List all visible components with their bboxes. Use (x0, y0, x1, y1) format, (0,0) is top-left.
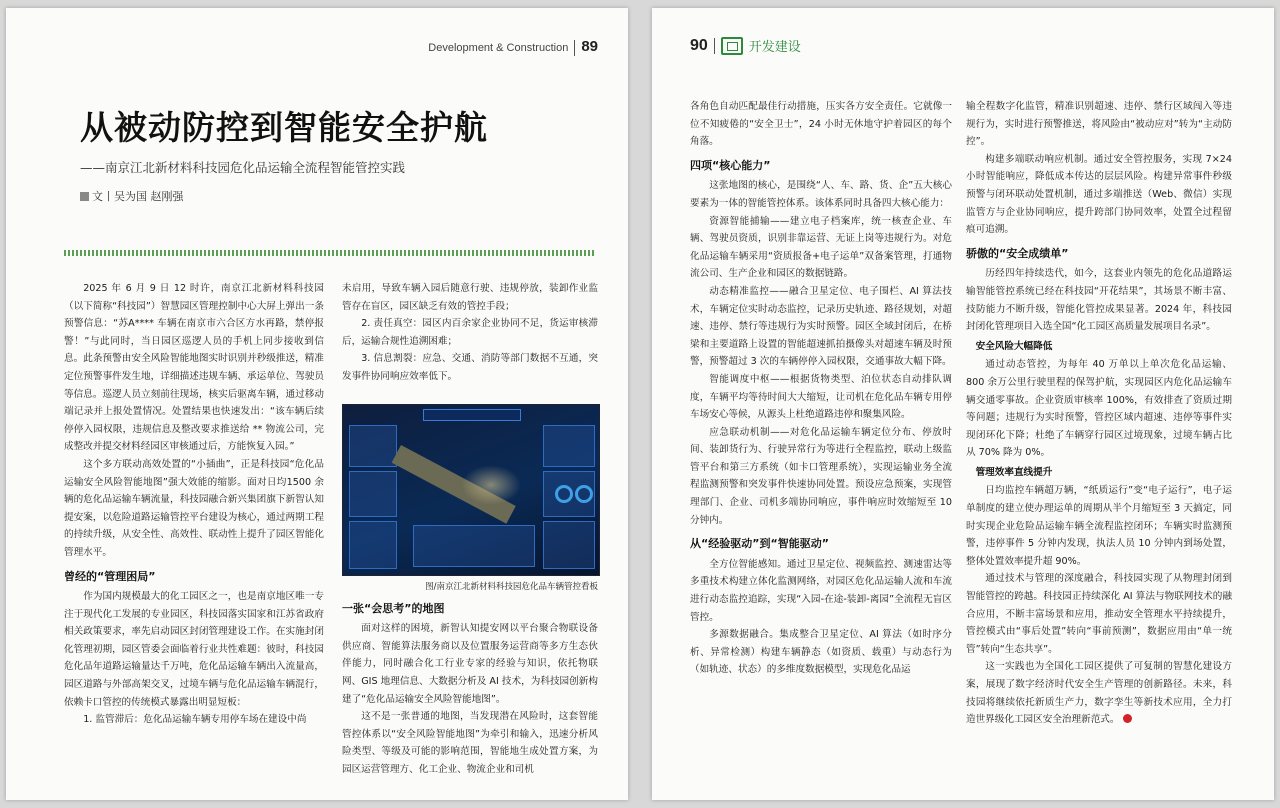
section-heading: 从“经验驱动”到“智能驱动” (690, 537, 829, 551)
paragraph: 这个多方联动高效处置的“小插曲”，正是科技园“危化品运输安全风险智能地图”强大效能的缩影。面对日均1500 余辆的危化品运输车辆流量，科技园融合新兴集团旗下新智认知提安案，以危险道路运输管控平台建设为核心，通过两期工程的持续升级，从安全性、高效性、联动性上提升了园区智能化管理水平。 (64, 458, 324, 558)
square-bullet-icon (80, 192, 89, 201)
paragraph: 构建多端联动响应机制。通过安全管控服务，实现 7×24 小时智能响应，降低成本传达的层层风险。构建异常事件秒级预警与闭环联动处置机制，通过多端推送（Web、微信）实现监管方与企业协同响应，提升跨部门协同效率，处置全过程留痕可追溯。 (966, 153, 1232, 236)
paragraph: 3. 信息割裂：应急、交通、消防等部门数据不互通，突发事件协同响应效率低下。 (342, 353, 598, 382)
figure-panel (413, 525, 535, 567)
paragraph: 这不是一张普通的地图，当发现潜在风险时，这套智能管控体系以“安全风险智能地图”为牵引和输入，迅速分析风险类型、等级及可能的影响范围，智能地生成处置方案，为园区运营管理方、化工企业、物流企业和司机 (342, 711, 598, 775)
running-head-text: Development & Construction (428, 42, 569, 54)
paragraph: 作为国内规模最大的化工园区之一，也是南京地区唯一专注于现代化工发展的专业园区，科技园落实国家和江苏省政府相关政策要求，率先启动园区封闭管理建设工作。在实施封闭化管理初期，园区管委会面临着行业共性难题：彼时，科技园危化品年道路运输量达千万吨，危化品运输车辆出入流量高，园区道路与外部高架交叉，过境车辆与危化品运输车辆混行，依赖卡口管控的传统模式暴露出明显短板： (64, 591, 324, 708)
section-heading: 曾经的“管理困局” (64, 569, 156, 583)
paragraph: 面对这样的困境，新智认知提安网以平台聚合物联设备供应商、智能算法服务商以及位置服务运营商等多方生态伙伴能力，同时融合化工行业专家的经验与知识，依托物联网、GIS 地理信息、大数据分析及 AI 技术，为科技园创新构建了“危化品运输安全风险智能地图”。 (342, 623, 598, 705)
figure-header-bar (423, 409, 521, 421)
end-mark-icon (1123, 714, 1132, 723)
gauge-icon (555, 485, 573, 503)
figure-panel (543, 425, 595, 467)
paragraph: 日均监控车辆超万辆，“纸质运行”变“电子运行”，电子运单制度的建立使办理运单的周期从半个月缩短至 3 天搞定，同时实现企业危险品运输车辆全流程监控闭环；车辆实时监测预警，违停事件 5 分钟内发现，执法人员 10 分钟内到场处置，整体处置效率提升超 90%。 (966, 485, 1232, 567)
running-head-right (690, 36, 801, 55)
paragraph: 输全程数字化监管，精准识别超速、违停、禁行区域闯入等违规行为，实时进行预警推送，将风险由“被动应对”转为“主动防控”。 (966, 101, 1232, 148)
right-page (652, 8, 1274, 800)
paragraph: 各角色自动匹配最佳行动措施，压实各方安全责任。它就像一位不知疲倦的“安全卫士”，24 小时无休地守护着园区的每个角落。 (690, 101, 952, 148)
figure-panel (349, 521, 397, 569)
divider (574, 40, 575, 56)
article-subtitle: ——南京江北新材料科技园危化品运输全流程智能管控实践 (80, 160, 406, 175)
page-number-left: 89 (581, 38, 598, 55)
right-column-1 (690, 98, 952, 679)
dashboard-figure (342, 404, 600, 576)
sub-heading: 安全风险大幅降低 (975, 340, 1053, 352)
paragraph: 全方位智能感知。通过卫星定位、视频监控、测速雷达等多重技术构建立体化监测网络，对园区危化品运输人流和车流进行动态监控追踪，实现“入园-在途-装卸-离园”全流程无盲区管控。 (690, 558, 952, 623)
dotted-divider (64, 250, 596, 256)
left-page (6, 8, 628, 800)
paragraph: 多源数据融合。集成整合卫星定位、AI 算法（如时序分析、异常检测）构建车辆静态（如资质、载重）与动态行为（如轨迹、状态）的多维度数据模型，实现危化品运 (690, 629, 952, 676)
paragraph: 1. 监管滞后：危化品运输车辆专用停车场在建设中尚 (83, 714, 307, 726)
figure-panel (349, 425, 397, 467)
paragraph-text: 这一实践也为全国化工园区提供了可复制的智慧化建设方案，展现了数字经济时代安全生产管理的创新路径。未来，科技园将继续依托新质生产力，数字孪生等新技术应用，全力打造世界级化工园区安全治理新范式。 (966, 661, 1232, 726)
paragraph: 未启用，导致车辆入园后随意行驶、违规停放，装卸作业监管存在盲区，园区缺乏有效的管控手段； (342, 283, 598, 312)
section-heading: 四项“核心能力” (690, 158, 771, 172)
paragraph: 资源智能捕输——建立电子档案库，统一核查企业、车辆、驾驶员资质，识别非靠运营、无证上岗等违规行为。对危化品运输车辆采用“资质报备+电子运单”双备案管理，打通物流公司、生产企业和园区的数据链路。 (690, 215, 952, 280)
section-name: 开发建设 (748, 39, 801, 54)
paragraph (966, 658, 1232, 728)
left-column-2 (342, 280, 598, 779)
section-icon (721, 37, 743, 55)
running-head-left (428, 38, 598, 56)
paragraph: 2025 年 6 月 9 日 12 时许，南京江北新材料科技园（以下简称“科技园”）智慧园区管理控制中心大屏上弹出一条预警信息：“苏A**** 车辆在南京市六合区方水再路，禁停报警！”与此同时，当日园区巡逻人员的手机上同步接收到信息。此条预警由安全风险智能地图实时识别并秒级推送，精准定位预警事件发生地，详细描述违规车辆、承运单位、驾驶员等信息。巡逻人员立刻前往现场，核实后驱离车辆，通过移动端记录并上报处置情况。处置结果也快速发出：“该车辆后续停停入园权限，违规信息及整改要求推送给 ** 物流公司，完成整改并提交材料经园区审核通过后，方能恢复入园。” (64, 283, 324, 453)
article-title: 从被动防控到智能安全护航 (80, 108, 488, 147)
page-number-right: 90 (690, 36, 708, 54)
left-column-1 (64, 280, 324, 729)
paragraph: 应急联动机制——对危化品运输车辆定位分布、停放时间、装卸货行为、行驶异常行为等进行全程监控，联动上级监管平台和第三方系统（如卡口管理系统），实现运输业务全流程监测预警和突发事件快速协同处置。预设应急预案，实现管理部门、企业、司机多端协同响应，事件响应时效缩短至 10 分钟内。 (690, 426, 952, 526)
section-heading: 一张“会思考”的地图 (342, 601, 445, 615)
right-column-2 (966, 98, 1232, 729)
figure-panel (543, 521, 595, 569)
author-line (80, 188, 184, 204)
figure-glow (461, 465, 521, 505)
sub-heading: 管理效率直线提升 (975, 466, 1053, 478)
paragraph: 2. 责任真空：园区内百余家企业协同不足，货运审核滞后，运输合规性追溯困难； (342, 318, 598, 347)
section-heading: 骄傲的“安全成绩单” (966, 246, 1069, 260)
paragraph: 历经四年持续迭代，如今，这套业内领先的危化品道路运输智能管控系统已经在科技园“开花结果”，其场景不断丰富、技防能力不断升级，智能化管控成果显著。2024 年，科技园封闭化管理项目入选全国“化工园区高质量发展项目名录”。 (966, 268, 1232, 333)
author-text: 文丨吴为国 赵刚强 (92, 190, 184, 203)
figure-caption: 图/南京江北新材料科技园危化品车辆管控看板 (425, 581, 598, 592)
paragraph: 通过技术与管理的深度融合，科技园实现了从物理封闭到智能管控的跨越。科技园正持续深化 AI 算法与物联网技术的融合应用，不断丰富场景和应用，推动安全管理水平持续提升，管控模式由“事后处置”转向“事前预测”，数据应用由“单一统管”转向“生态共享”。 (966, 573, 1232, 655)
figure-panel (349, 471, 397, 517)
paragraph: 动态精准监控——融合卫星定位、电子围栏、AI 算法技术，车辆定位实时动态监控，记录历史轨迹、路径规划，对超速、违停、禁行等违规行为实时预警。园区全域封闭后，在桥梁和主要道路上设置的智能超速抓拍摄像头对超速车辆及时预警，预警超过 3 次的车辆停停入园权限，交通事故大幅下降。 (690, 285, 952, 368)
paragraph: 通过动态管控，为每年 40 万单以上单次危化品运输、800 余万公里行驶里程的保驾护航，实现园区内危化品运输车辆交通零事故。企业资质审核率 100%，有效排查了资质过期等问题；违规行为实时预警，管控区域内超速、违停等事件实现闭环化下降；杜绝了车辆穿行园区过境现象，过境车辆占比从 70% 降为 0%。 (966, 359, 1232, 459)
paragraph: 智能调度中枢——根据货物类型、泊位状态自动排队调度，车辆平均等待时间大大缩短，让司机在危化品车辆专用停车场安心等候，从源头上杜绝道路违停和聚集风险。 (690, 373, 952, 421)
paragraph: 这张地图的核心，是围绕“人、车、路、货、企”五大核心要素为一体的智能管控体系。该体系同时具备四大核心能力： (690, 180, 952, 209)
gauge-icon (575, 485, 593, 503)
divider (714, 38, 715, 54)
